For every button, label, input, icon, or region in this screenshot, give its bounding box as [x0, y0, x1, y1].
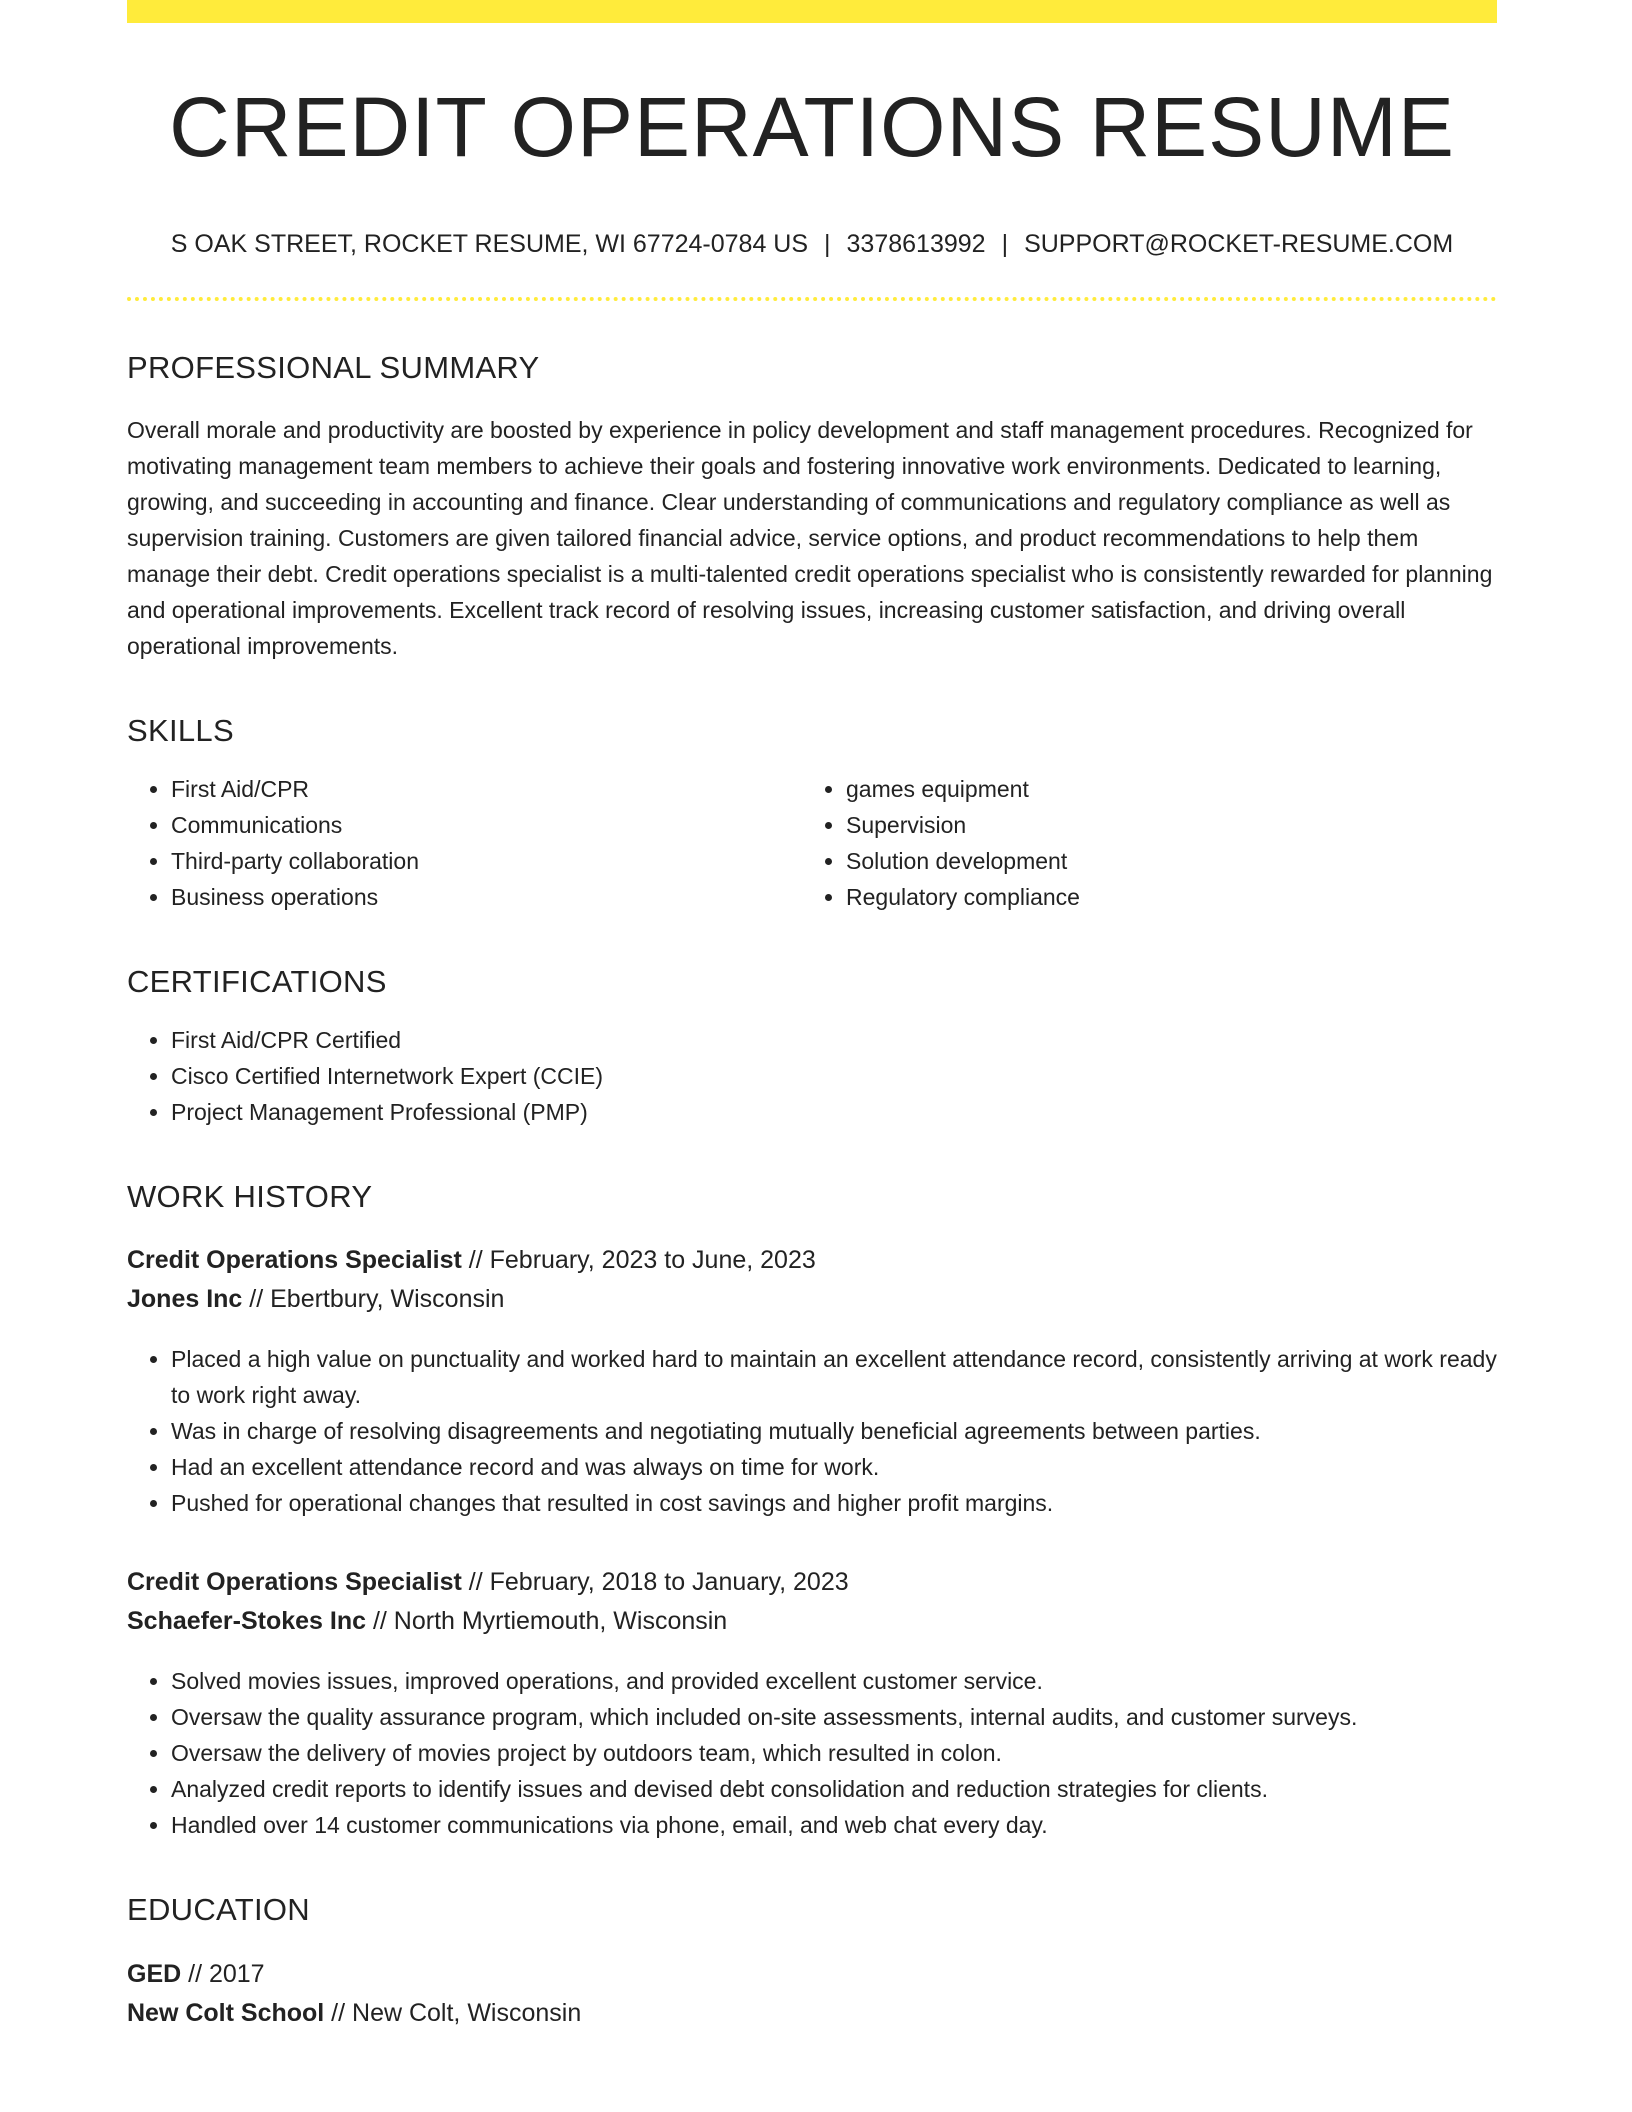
skill-item: • Third-party collaboration [171, 843, 802, 879]
job-title-line [127, 1563, 1497, 1602]
job-bullets [127, 1663, 1497, 1843]
contact-email: SUPPORT@ROCKET-RESUME.COM [1024, 229, 1454, 258]
job-company-line [127, 1602, 1497, 1641]
job-bullet: • Analyzed credit reports to identify issues and devised debt consolidation and reduction strategies for clients. [171, 1771, 1497, 1807]
education-school-line [127, 1994, 1497, 2033]
job-bullet: • Pushed for operational changes that resulted in cost savings and higher profit margins. [171, 1485, 1497, 1521]
job-title-line [127, 1241, 1497, 1280]
job-bullet: • Had an excellent attendance record and was always on time for work. [171, 1449, 1497, 1485]
skills-heading: SKILLS [127, 712, 234, 748]
skills-left-list [127, 771, 802, 915]
education-school: New Colt School [127, 1998, 325, 2027]
resume-title: CREDIT OPERATIONS RESUME [169, 80, 1455, 174]
education-degree-line [127, 1955, 1497, 1994]
job-bullet: • Solved movies issues, improved operations, and provided excellent customer service. [171, 1663, 1497, 1699]
job-bullet: • Was in charge of resolving disagreements and negotiating mutually beneficial agreements between parties. [171, 1413, 1497, 1449]
contact-address: S OAK STREET, ROCKET RESUME, WI 67724-0784 US [170, 229, 809, 258]
skill-item: • Business operations [171, 879, 802, 915]
job-company-line [127, 1280, 1497, 1319]
summary-text: Overall morale and productivity are boosted by experience in policy development and staff management procedures. Recognized for motivating management team members to achieve their goals and fostering innovative work environments. Dedicated to learning, growing, and succeeding in accounting and finance. Clear understanding of communications and regulatory compliance as well as supervision training. Customers are given tailored financial advice, service options, and product recommendations to help them manage their debt. Credit operations specialist is a multi-talented credit operations specialist who is consistently rewarded for planning and operational improvements. Excellent track record of resolving issues, increasing customer satisfaction, and driving overall operational improvements. [127, 416, 1493, 659]
work-history-heading: WORK HISTORY [127, 1179, 373, 1215]
certifications-heading: CERTIFICATIONS [127, 963, 387, 999]
job-bullet: • Oversaw the quality assurance program, which included on-site assessments, internal audits, and customer surveys. [171, 1699, 1497, 1735]
job-bullet: • Oversaw the delivery of movies project by outdoors team, which resulted in colon. [171, 1735, 1497, 1771]
education-degree: GED [127, 1959, 182, 1988]
job-company: Schaefer-Stokes Inc [127, 1607, 366, 1636]
job-location: // Ebertbury, Wisconsin [242, 1285, 505, 1314]
job-role: Credit Operations Specialist [127, 1568, 462, 1597]
skill-item: • First Aid/CPR [171, 771, 802, 807]
skills-right-list [802, 771, 1477, 915]
job-bullets [127, 1341, 1497, 1521]
job-bullet: • Placed a high value on punctuality and worked hard to maintain an excellent attendance record, consistently arriving at work ready to work right away. [171, 1341, 1497, 1413]
job-role: Credit Operations Specialist [127, 1246, 462, 1275]
education-entry [127, 1955, 1497, 2033]
skill-item: • games equipment [846, 771, 1477, 807]
resume-page [127, 0, 1497, 2033]
contact-separator: | [1001, 229, 1009, 258]
contact-separator: | [824, 229, 831, 258]
certification-item: • First Aid/CPR Certified [171, 1022, 1497, 1058]
contact-phone: 3378613992 [846, 229, 986, 258]
education-location: // New Colt, Wisconsin [324, 1998, 582, 2027]
job-dates: // February, 2018 to January, 2023 [461, 1568, 849, 1597]
summary-heading: PROFESSIONAL SUMMARY [127, 349, 540, 385]
certification-item: • Project Management Professional (PMP) [171, 1094, 1497, 1130]
job-bullet: • Handled over 14 customer communications via phone, email, and web chat every day. [171, 1807, 1497, 1843]
job-entry [127, 1241, 1497, 1521]
certifications-list [127, 1022, 1497, 1130]
certification-item: • Cisco Certified Internetwork Expert (CCIE) [171, 1058, 1497, 1094]
education-heading: EDUCATION [127, 1892, 310, 1928]
job-entry [127, 1563, 1497, 1843]
skill-item: • Communications [171, 807, 802, 843]
contact-line [127, 230, 1497, 259]
skills-grid [127, 771, 1497, 915]
job-company: Jones Inc [127, 1285, 243, 1314]
top-accent-bar [127, 0, 1497, 23]
education-year: // 2017 [181, 1959, 265, 1988]
skill-item: • Supervision [846, 807, 1477, 843]
skill-item: • Regulatory compliance [846, 879, 1477, 915]
header-divider [127, 297, 1497, 301]
job-dates: // February, 2023 to June, 2023 [461, 1246, 816, 1275]
skill-item: • Solution development [846, 843, 1477, 879]
job-location: // North Myrtiemouth, Wisconsin [366, 1607, 728, 1636]
